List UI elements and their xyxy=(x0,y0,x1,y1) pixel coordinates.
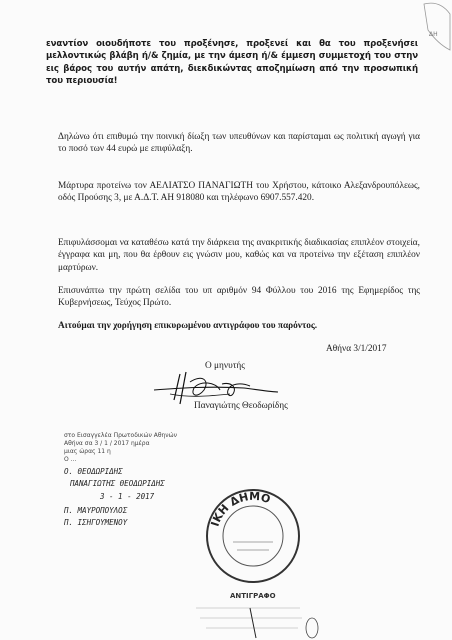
complainant-label: Ο μηνυτής xyxy=(205,361,245,371)
round-seal xyxy=(203,486,303,586)
handwritten-date: 3 - 1 - 2017 xyxy=(100,492,155,501)
paragraph-reservation: Επιφυλάσσομαι να καταθέσω κατά την διάρκεια της ανακριτικής διαδικασίας επιπλέον στοιχεία, έγγραφα και μη, που θα έρθουν εις γνώσιν μου, καθώς και να προτείνω την εξέταση επιπλέον μαρτύρων. xyxy=(58,238,420,273)
stamp-line: μιας ώρας 11 η xyxy=(64,448,111,455)
complainant-name: Παναγιώτης Θεοδωρίδης xyxy=(194,401,288,411)
stamp-line: Ο ... xyxy=(64,456,77,463)
paragraph-complaint: Δηλώνω ότι επιθυμώ την ποινική δίωξη των υπευθύνων και παρίσταμαι ως πολιτική αγωγή για το ποσό των 44 ευρώ με επιφύλαξη. xyxy=(58,132,420,155)
stamp-line: στο Εισαγγελέα Πρωτοδικών Αθηνών xyxy=(64,432,178,439)
handwritten-name-2: ΠΑΝΑΓΙΩΤΗΣ ΘΕΟΔΩΡΙΔΗΣ xyxy=(70,479,165,488)
handwritten-name-1: Ο. ΘΕΟΔΩΡΙΔΗΣ xyxy=(64,467,123,476)
copy-stamp xyxy=(190,588,320,640)
bold-paragraph: εναντίον οιουδήποτε του προξένησε, προξενεί και θα του προξενήσει μελλοντικώς βλάβη ή/& ζημία, με την άμεση ή/& έμμεση συμμετοχή του στην εις βάρος του αυτήν απάτη, διεκδικώντας αποζημίωση από την προσωπική του περιουσία! xyxy=(46,39,418,87)
paragraph-attachment: Επισυνάπτω την πρώτη σελίδα του υπ αριθμόν 94 Φύλλου του 2016 της Εφημερίδος της Κυβερνήσεως, Τεύχος Πρώτο. xyxy=(58,286,420,309)
court-stamp-block xyxy=(64,432,264,464)
handwritten-officer-2: Π. ΙΣΗΓΟΥΜΕΝΟΥ xyxy=(64,518,128,527)
paragraph-witness: Μάρτυρα προτείνω τον ΑΕΛΙΑΤΣΟ ΠΑΝΑΓΙΩΤΗ του Χρήστου, κάτοικο Αλεξανδρουπόλεως, οδός Προύσης 3, με Α.Δ.Τ. ΑΗ 918080 και τηλέφωνο 6907.557.420. xyxy=(58,181,420,204)
svg-text:ΔΗ: ΔΗ xyxy=(429,31,438,38)
place-date: Αθήνα 3/1/2017 xyxy=(326,344,387,354)
copy-stamp-title: ΑΝΤΙΓΡΑΦΟ xyxy=(230,592,276,600)
paragraph-request: Αιτούμαι την χορήγηση επικυρωμένου αντιγράφου του παρόντος. xyxy=(58,321,318,331)
corner-stamp-fragment xyxy=(420,0,452,60)
svg-text:ΙΚΗ ΔΗΜΟ: ΙΚΗ ΔΗΜΟ xyxy=(208,489,273,528)
handwritten-officer: Π. ΜΑΥΡΟΠΟΥΛΟΣ xyxy=(64,506,128,515)
stamp-line: Αθήνα σα 3 / 1 / 2017 ημέρα xyxy=(64,440,150,447)
